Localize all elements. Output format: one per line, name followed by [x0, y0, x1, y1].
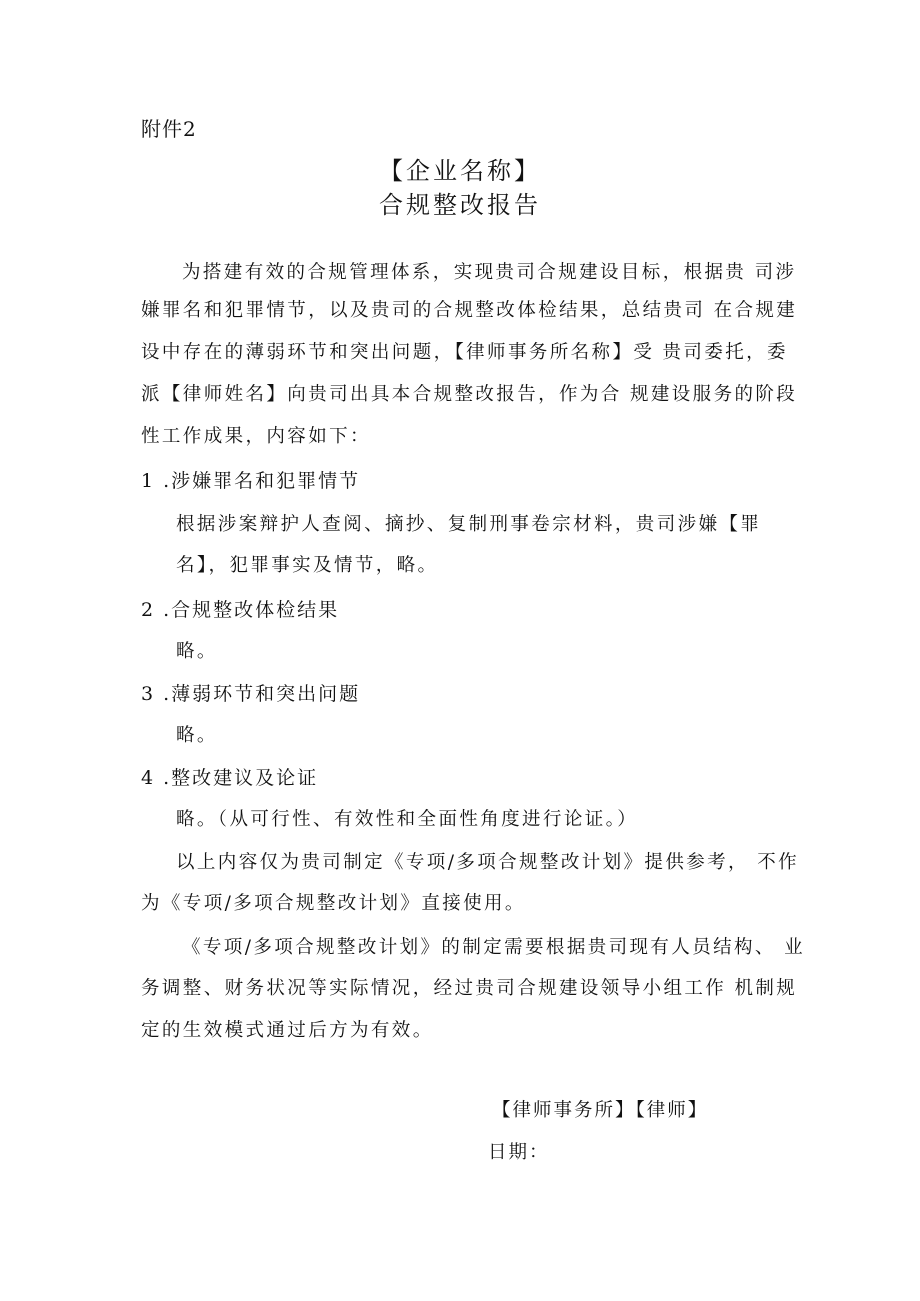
- signature-firm-lawyer: 【律师事务所】【律师】: [492, 1100, 709, 1121]
- intro-line: 性工作成果，内容如下：: [141, 426, 371, 447]
- attachment-label: 附件2: [141, 117, 197, 141]
- intro-line: 嫌罪名和犯罪情节，以及贵司的合规整改体检结果，总结贵司 在合规建: [141, 300, 798, 321]
- intro-line: 派【律师姓名】向贵司出具本合规整改报告，作为合 规建设服务的阶段: [141, 384, 798, 405]
- validity-line: 务调整、财务状况等实际情况，经过贵司合规建设领导小组工作 机制规: [141, 978, 798, 999]
- section-line: 略。: [176, 641, 218, 662]
- company-name-title: 【企业名称】: [379, 157, 541, 185]
- note-line: 为《专项/多项合规整改计划》直接使用。: [141, 893, 526, 914]
- validity-line: 《专项/多项合规整改计划》的制定需要根据贵司现有人员结构、 业: [182, 937, 806, 958]
- report-title: 合规整改报告: [379, 191, 541, 219]
- section-heading: 3 .薄弱环节和突出问题: [141, 683, 361, 705]
- intro-line: 为搭建有效的合规管理体系，实现贵司合规建设目标，根据贵 司涉: [182, 262, 797, 283]
- section-line: 略。（从可行性、有效性和全面性角度进行论证。）: [176, 809, 639, 830]
- section-heading: 4 .整改建议及论证: [141, 767, 319, 789]
- section-line: 略。: [176, 725, 218, 746]
- section-heading: 2 .合规整改体检结果: [141, 599, 340, 621]
- section-line: 名】，犯罪事实及情节，略。: [176, 555, 439, 576]
- signature-date-label: 日期：: [488, 1142, 550, 1163]
- intro-line: 设中存在的薄弱环节和突出问题，【律师事务所名称】受 贵司委托，委: [141, 342, 788, 363]
- section-line: 根据涉案辩护人查阅、摘抄、复制刑事卷宗材料，贵司涉嫌【罪: [176, 514, 762, 535]
- section-heading: 1 .涉嫌罪名和犯罪情节: [141, 470, 361, 492]
- validity-line: 定的生效模式通过后方为有效。: [141, 1020, 434, 1041]
- note-line: 以上内容仅为贵司制定《专项/多项合规整改计划》提供参考， 不作: [176, 852, 800, 873]
